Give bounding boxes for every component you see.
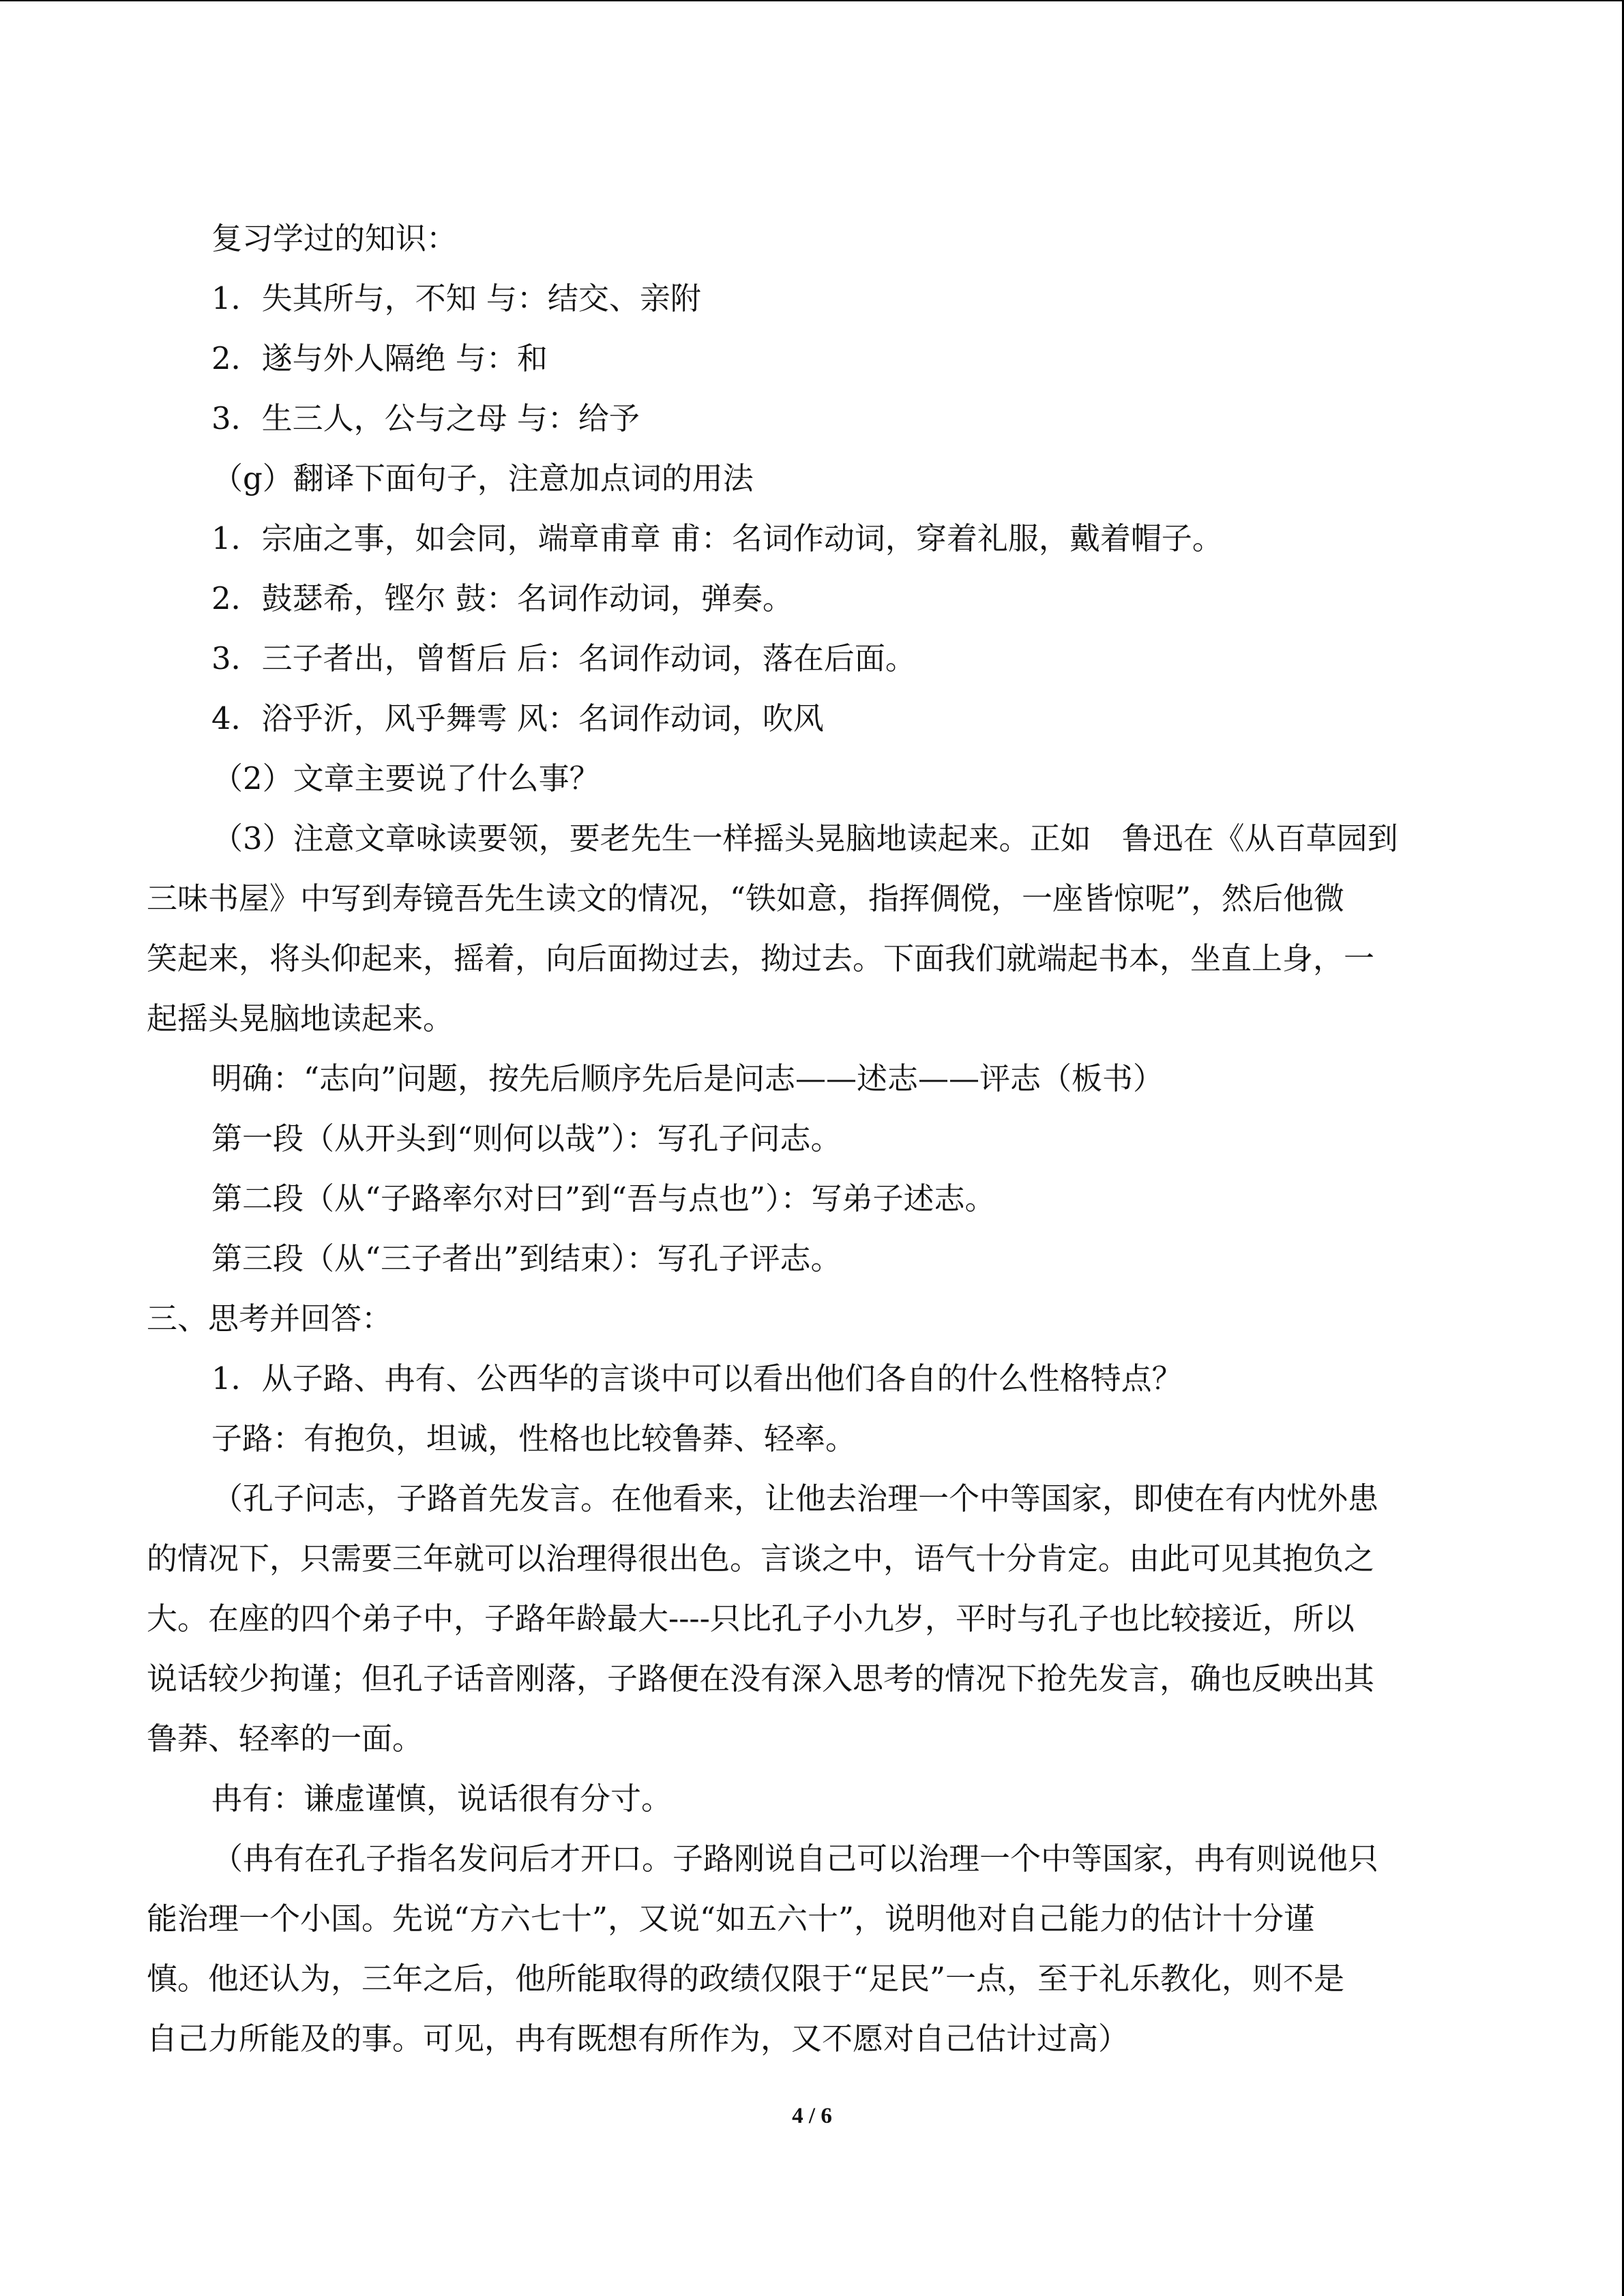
clarify-line: 明确：“志向”问题，按先后顺序先后是问志——述志——评志（板书） [211, 1060, 1164, 1097]
review-item-1: 1．失其所与，不知 与：结交、亲附 [211, 280, 701, 316]
zilu-analysis-line-5: 鲁莽、轻率的一面。 [147, 1720, 424, 1757]
zilu-analysis-line-2: 的情况下，只需要三年就可以治理得很出色。言谈之中，语气十分肯定。由此可见其抱负之 [147, 1540, 1375, 1577]
ranyou-analysis-line-3: 慎。他还认为，三年之后，他所能取得的政绩仅限于“足民”一点，至于礼乐教化，则不是 [147, 1960, 1345, 1997]
reading-tip-line-2: 三味书屋》中写到寿镜吾先生读文的情况，“铁如意，指挥倜傥，一座皆惊呢”，然后他微 [147, 880, 1345, 916]
zilu-summary: 子路：有抱负，坦诚，性格也比较鲁莽、轻率。 [211, 1420, 857, 1457]
zilu-analysis-line-4: 说话较少拘谨；但孔子话音刚落，子路便在没有深入思考的情况下抢先发言，确也反映出其 [147, 1660, 1375, 1697]
zilu-analysis-line-1: （孔子问志，子路首先发言。在他看来，让他去治理一个中等国家，即使在有内忧外患 [212, 1480, 1379, 1517]
ranyou-analysis-line-4: 自己力所能及的事。可见，冉有既想有所作为，又不愿对自己估计过高） [147, 2021, 1130, 2057]
ranyou-summary: 冉有：谦虚谨慎，说话很有分寸。 [211, 1780, 673, 1817]
think-question-1: 1．从子路、冉有、公西华的言谈中可以看出他们各自的什么性格特点？ [211, 1360, 1183, 1397]
document-body [147, 209, 1483, 2069]
reading-tip-line-1: （3）注意文章咏读要领，要老先生一样摇头晃脑地读起来。正如 鲁迅在《从百草园到 [212, 820, 1398, 856]
page-number: 4 / 6 [792, 2104, 832, 2128]
translate-heading: （g）翻译下面句子，注意加点词的用法 [212, 460, 754, 496]
section-1-line: 第一段（从开头到“则何以哉”）：写孔子问志。 [211, 1120, 842, 1157]
section-2-line: 第二段（从“子路率尔对曰”到“吾与点也”）：写弟子述志。 [211, 1180, 996, 1217]
question-2: （2）文章主要说了什么事？ [212, 760, 600, 796]
review-heading: 复习学过的知识： [211, 220, 458, 256]
zilu-analysis-line-3: 大。在座的四个弟子中，子路年龄最大----只比孔子小九岁，平时与孔子也比较接近，所以 [147, 1600, 1355, 1637]
reading-tip-line-3: 笑起来，将头仰起来，摇着，向后面拗过去，拗过去。下面我们就端起书本，坐直上身，一 [147, 940, 1375, 976]
translate-item-4: 4．浴乎沂，风乎舞雩 风：名词作动词，吹风 [211, 700, 824, 736]
ranyou-analysis-line-1: （冉有在孔子指名发问后才开口。子路刚说自己可以治理一个中等国家，冉有则说他只 [212, 1840, 1379, 1877]
translate-item-1: 1．宗庙之事，如会同，端章甫章 甫：名词作动词，穿着礼服，戴着帽子。 [211, 520, 1223, 556]
review-item-2: 2．遂与外人隔绝 与：和 [211, 340, 548, 376]
translate-item-3: 3．三子者出，曾皙后 后：名词作动词，落在后面。 [211, 640, 916, 676]
review-item-3: 3．生三人，公与之母 与：给予 [211, 400, 640, 436]
part-3-heading: 三、思考并回答： [147, 1300, 393, 1337]
translate-item-2: 2．鼓瑟希，铿尔 鼓：名词作动词，弹奏。 [211, 580, 793, 616]
ranyou-analysis-line-2: 能治理一个小国。先说“方六七十”，又说“如五六十”，说明他对自己能力的估计十分谨 [147, 1900, 1315, 1937]
page-border-top [0, 0, 1624, 1]
reading-tip-line-4: 起摇头晃脑地读起来。 [147, 1000, 454, 1037]
section-3-line: 第三段（从“三子者出”到结束）：写孔子评志。 [211, 1240, 842, 1277]
